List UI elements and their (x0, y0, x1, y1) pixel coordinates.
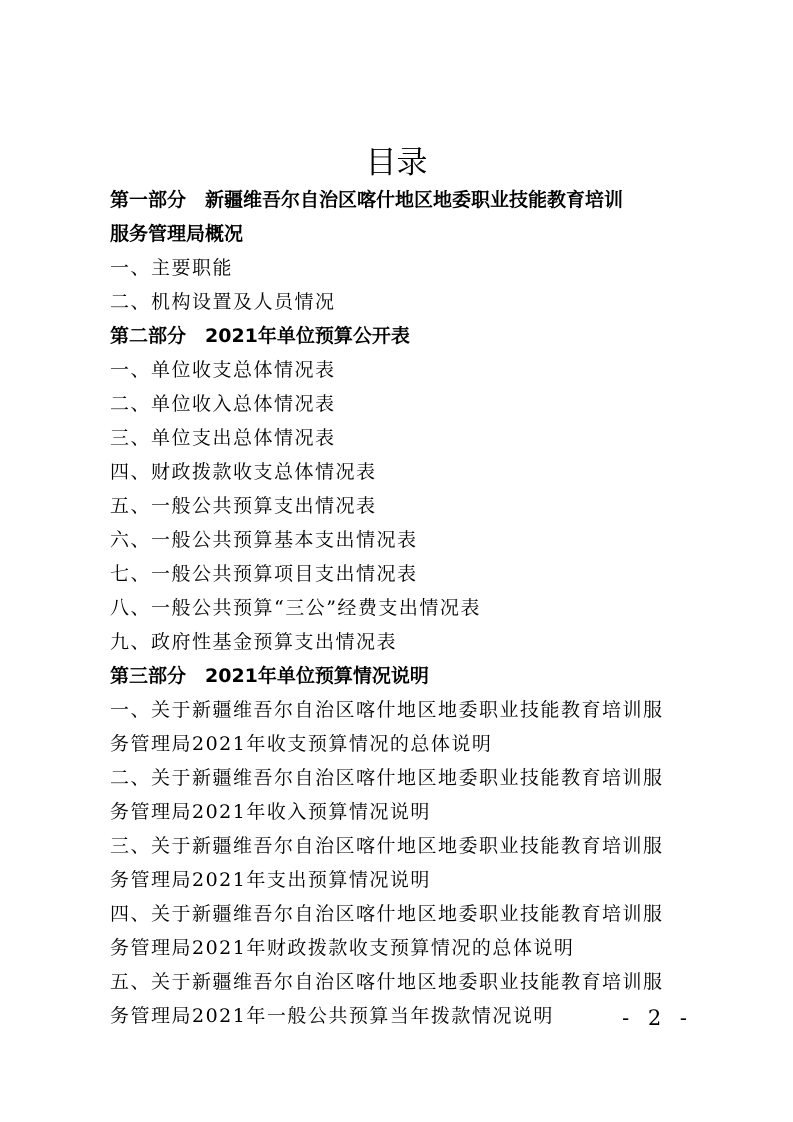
toc-item: 六、一般公共预算基本支出情况表 (110, 529, 418, 551)
toc-item-continuation: 务管理局2021年财政拨款收支预算情况的总体说明 (110, 937, 575, 959)
toc-item: 二、单位收入总体情况表 (110, 393, 336, 415)
toc-item-continuation: 务管理局2021年收支预算情况的总体说明 (110, 733, 493, 755)
toc-item: 八、一般公共预算“三公”经费支出情况表 (110, 597, 481, 619)
toc-item-continuation: 务管理局2021年一般公共预算当年拨款情况说明 (110, 1005, 554, 1027)
toc-item: 一、单位收支总体情况表 (110, 359, 336, 381)
table-of-contents (110, 183, 690, 1033)
toc-item-continuation: 务管理局2021年收入预算情况说明 (110, 801, 431, 823)
toc-section-heading: 第二部分 2021年单位预算公开表 (110, 325, 410, 347)
toc-section-heading: 第一部分 新疆维吾尔自治区喀什地区地委职业技能教育培训 (110, 189, 624, 211)
page-number: - 2 - (622, 1006, 693, 1030)
toc-item: 九、政府性基金预算支出情况表 (110, 631, 398, 653)
toc-item: 二、关于新疆维吾尔自治区喀什地区地委职业技能教育培训服 (110, 767, 664, 789)
toc-item-continuation: 务管理局2021年支出预算情况说明 (110, 869, 431, 891)
toc-item: 一、主要职能 (110, 257, 234, 279)
toc-item: 五、一般公共预算支出情况表 (110, 495, 377, 517)
toc-item: 二、机构设置及人员情况 (110, 291, 336, 313)
toc-item: 一、关于新疆维吾尔自治区喀什地区地委职业技能教育培训服 (110, 699, 664, 721)
toc-item: 五、关于新疆维吾尔自治区喀什地区地委职业技能教育培训服 (110, 971, 664, 993)
toc-item: 三、关于新疆维吾尔自治区喀什地区地委职业技能教育培训服 (110, 835, 664, 857)
toc-item: 三、单位支出总体情况表 (110, 427, 336, 449)
toc-item: 四、关于新疆维吾尔自治区喀什地区地委职业技能教育培训服 (110, 903, 664, 925)
toc-title: 目录 (365, 145, 428, 181)
toc-section-heading: 第三部分 2021年单位预算情况说明 (110, 665, 429, 687)
toc-item: 四、财政拨款收支总体情况表 (110, 461, 377, 483)
toc-item: 七、一般公共预算项目支出情况表 (110, 563, 418, 585)
toc-section-heading: 服务管理局概况 (110, 223, 244, 245)
